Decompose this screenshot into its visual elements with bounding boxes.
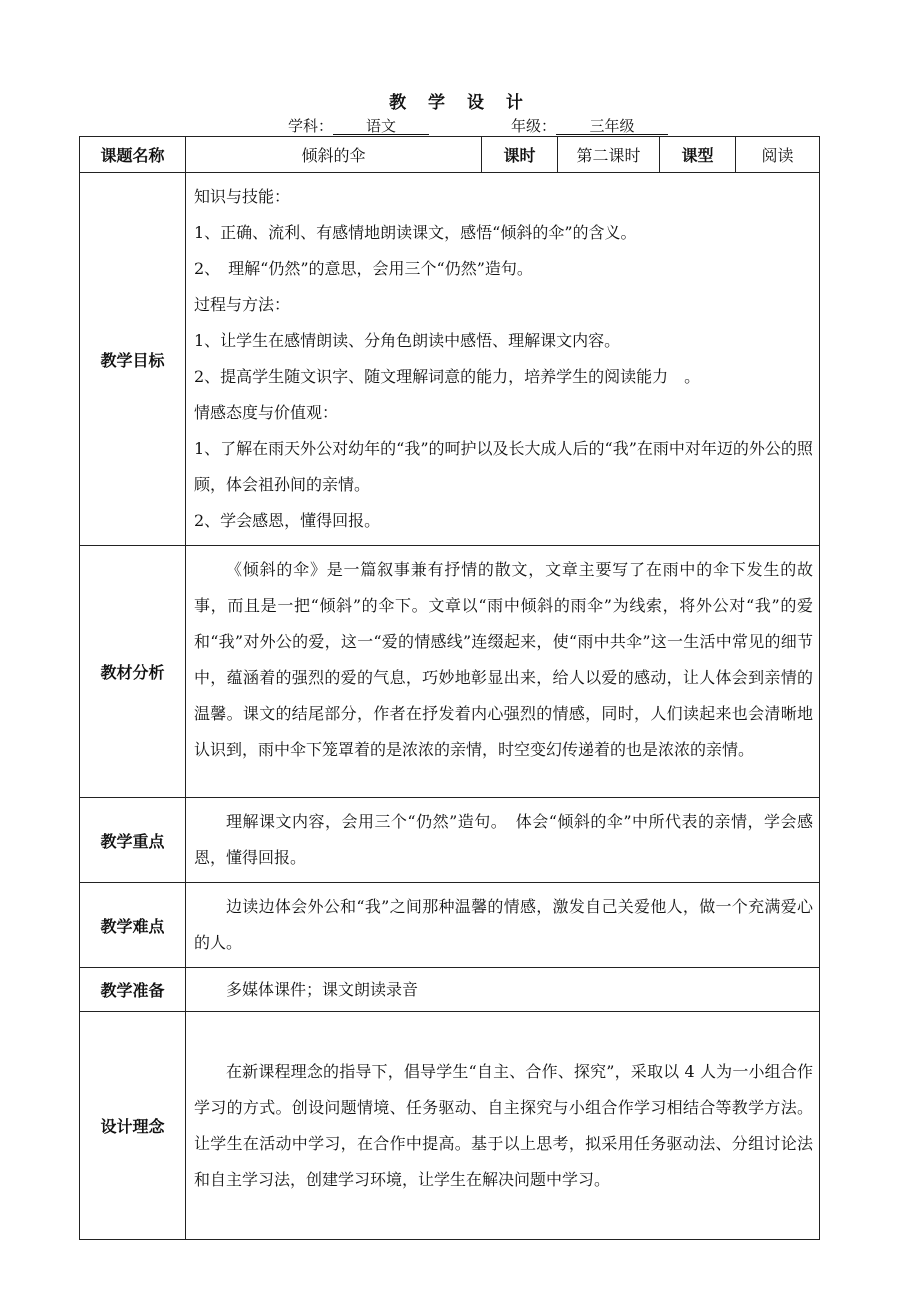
- key-points-content: [186, 798, 820, 883]
- subject-value: 语文: [333, 118, 429, 135]
- key-points-label: 教学重点: [80, 798, 186, 883]
- topic-label: 课题名称: [80, 137, 186, 173]
- table-row-difficulties: [80, 883, 820, 968]
- objectives-line: 2、提高学生随文识字、随文理解词意的能力，培养学生的阅读能力 。: [194, 367, 701, 386]
- document-title: 教 学 设 计: [389, 93, 531, 113]
- lesson-plan-table: [79, 136, 820, 1240]
- analysis-content: [186, 546, 820, 798]
- objectives-line: 知识与技能：: [194, 187, 291, 206]
- objectives-line: 情感态度与价值观：: [194, 403, 339, 422]
- design-concept-content: [186, 1012, 820, 1240]
- grade-field: [511, 115, 668, 136]
- preparation-content: [186, 968, 820, 1012]
- table-row-preparation: [80, 968, 820, 1012]
- objectives-line: 1、了解在雨天外公对幼年的“我”的呵护以及长大成人后的“我”在雨中对年迈的外公的照顾，体会祖孙间的亲情。: [194, 439, 813, 494]
- table-row-objectives: [80, 173, 820, 546]
- period-label: 课时: [482, 137, 558, 173]
- type-value: 阅读: [736, 137, 820, 173]
- difficulties-label: 教学难点: [80, 883, 186, 968]
- design-concept-label: 设计理念: [80, 1012, 186, 1240]
- preparation-label: 教学准备: [80, 968, 186, 1012]
- table-row-key-points: [80, 798, 820, 883]
- difficulties-content: [186, 883, 820, 968]
- period-value: 第二课时: [558, 137, 660, 173]
- objectives-line: 2、 理解“仍然”的意思，会用三个“仍然”造句。: [194, 259, 533, 278]
- grade-label: 年级：: [511, 117, 557, 135]
- table-row-topic: [80, 137, 820, 173]
- grade-value: 三年级: [556, 118, 668, 135]
- design-concept-text: 在新课程理念的指导下，倡导学生“自主、合作、探究”，采取以 4 人为一小组合作学习的方式。创设问题情境、任务驱动、自主探究与小组合作学习相结合等教学方法。让学生在活动中学习，在合作中提高。基于以上思考，拟采用任务驱动法、分组讨论法和自主学习法，创建学习环境，让学生在解决问题中学习。: [194, 1061, 813, 1189]
- objectives-line: 2、学会感恩，懂得回报。: [194, 511, 381, 530]
- type-label: 课型: [660, 137, 736, 173]
- objectives-line: 1、让学生在感情朗读、分角色朗读中感悟、理解课文内容。: [194, 331, 621, 350]
- difficulties-text: 边读边体会外公和“我”之间那种温馨的情感，激发自己关爱他人，做一个充满爱心的人。: [194, 897, 813, 952]
- key-points-text: 理解课文内容，会用三个“仍然”造句。 体会“倾斜的伞”中所代表的亲情，学会感恩，懂得回报。: [194, 812, 813, 867]
- objectives-content: [186, 173, 820, 546]
- objectives-label: 教学目标: [80, 173, 186, 546]
- topic-value: 倾斜的伞: [186, 137, 482, 173]
- subject-field: [288, 115, 429, 136]
- table-row-analysis: [80, 546, 820, 798]
- table-row-design-concept: [80, 1012, 820, 1240]
- objectives-line: 过程与方法：: [194, 295, 291, 314]
- objectives-line: 1、正确、流利、有感情地朗读课文，感悟“倾斜的伞”的含义。: [194, 223, 637, 242]
- preparation-text: 多媒体课件；课文朗读录音: [226, 979, 419, 999]
- analysis-text: 《倾斜的伞》是一篇叙事兼有抒情的散文，文章主要写了在雨中的伞下发生的故事，而且是一把“倾斜”的伞下。文章以“雨中倾斜的雨伞”为线索，将外公对“我”的爱和“我”对外公的爱，这一“爱的情感线”连缀起来，使“雨中共伞”这一生活中常见的细节中，蕴涵着的强烈的爱的气息，巧妙地彰显出来，给人以爱的感动，让人体会到亲情的温馨。课文的结尾部分，作者在抒发着内心强烈的情感，同时，人们读起来也会清晰地认识到，雨中伞下笼罩着的是浓浓的亲情，时空变幻传递着的也是浓浓的亲情。: [194, 560, 813, 759]
- analysis-label: 教材分析: [80, 546, 186, 798]
- subject-label: 学科：: [288, 117, 334, 135]
